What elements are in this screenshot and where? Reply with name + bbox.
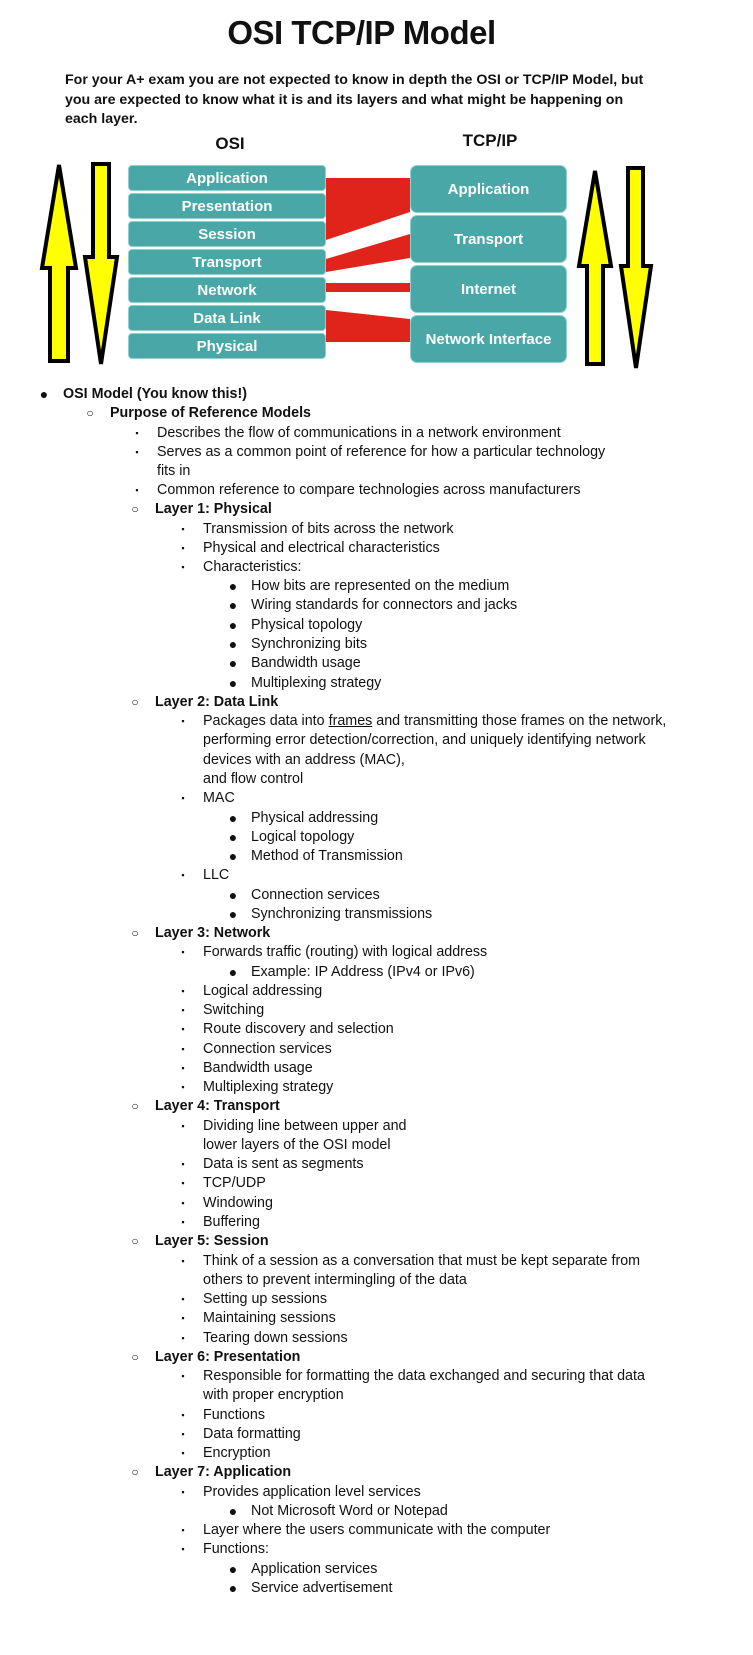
- bullet-circle-icon: ○: [131, 1234, 139, 1248]
- bullet-square-icon: ▪: [135, 446, 139, 457]
- bullet-square-icon: ▪: [181, 1120, 185, 1131]
- item-text: Data formatting: [203, 1425, 301, 1442]
- item-text: Synchronizing transmissions: [251, 905, 433, 922]
- item-text: [203, 712, 666, 732]
- tcpip-layer-application: Application: [410, 165, 567, 213]
- osi-model-heading: OSI Model (You know this!): [63, 386, 247, 402]
- item-text: Forwards traffic (routing) with logical address: [203, 944, 488, 960]
- bullet-square-icon: ▪: [181, 1005, 185, 1015]
- connector-internet: [326, 283, 410, 292]
- bullet-circle-icon: ○: [131, 1099, 139, 1113]
- layer1-heading: Layer 1: Physical: [155, 501, 272, 517]
- bullet-square-icon: ▪: [181, 947, 185, 957]
- bullet-dot-icon: ●: [228, 578, 238, 594]
- osi-layer-session: Session: [128, 221, 326, 247]
- item-text: TCP/UDP: [203, 1175, 266, 1191]
- bullet-square-icon: ▪: [181, 1332, 185, 1343]
- connector-transport: [326, 234, 410, 272]
- item-text: Serves as a common point of reference for how a particular technology: [157, 443, 606, 460]
- frames-underlined: frames: [328, 713, 373, 729]
- item-text: Functions:: [203, 1541, 269, 1557]
- item-text: Setting up sessions: [203, 1291, 327, 1307]
- item-text: Multiplexing strategy: [251, 674, 382, 691]
- down-arrow-icon: [85, 164, 117, 364]
- osi-column-heading: OSI: [215, 134, 245, 153]
- item-text: Method of Transmission: [251, 848, 403, 864]
- item-text: Maintaining sessions: [203, 1310, 336, 1326]
- osi-tcpip-diagram: [0, 0, 753, 380]
- tcpip-layer-transport: Transport: [410, 215, 567, 263]
- item-text: Describes the flow of communications in a network environment: [157, 424, 561, 441]
- item-text: MAC: [203, 790, 235, 806]
- bullet-dot-icon: ●: [228, 1580, 238, 1596]
- bullet-circle-icon: ○: [131, 1349, 139, 1364]
- bullet-square-icon: ▪: [181, 1024, 185, 1034]
- item-text: devices with an address (MAC),: [203, 751, 405, 768]
- bullet-square-icon: ▪: [181, 1062, 185, 1073]
- item-text: Buffering: [203, 1214, 260, 1230]
- purpose-heading: Purpose of Reference Models: [110, 405, 312, 421]
- up-arrow-icon: [42, 165, 76, 361]
- diagram-graphics: [0, 0, 753, 380]
- bullet-square-icon: ▪: [181, 542, 185, 553]
- item-text: Multiplexing strategy: [203, 1079, 334, 1095]
- item-text: Tearing down sessions: [203, 1329, 348, 1346]
- bullet-dot-icon: ●: [228, 828, 238, 845]
- item-text: with proper encryption: [203, 1387, 344, 1403]
- item-text: Provides application level services: [203, 1483, 421, 1500]
- tcpip-layer-internet: Internet: [410, 265, 567, 313]
- item-text: Connection services: [203, 1040, 332, 1057]
- bullet-square-icon: ▪: [181, 1082, 185, 1092]
- bullet-square-icon: ▪: [181, 1294, 185, 1304]
- tcpip-layer-network-interface: Network Interface: [410, 315, 567, 363]
- osi-layer-network: Network: [128, 277, 326, 303]
- layer4-heading: Layer 4: Transport: [155, 1098, 280, 1114]
- item-text: How bits are represented on the medium: [251, 578, 510, 594]
- item-text: Connection services: [251, 886, 380, 903]
- layer6-heading: Layer 6: Presentation: [155, 1348, 301, 1365]
- bullet-square-icon: ▪: [135, 427, 139, 438]
- bullet-square-icon: ▪: [181, 793, 185, 803]
- bullet-dot-icon: ●: [228, 886, 238, 903]
- bullet-dot-icon: ●: [228, 963, 238, 980]
- item-text: Logical topology: [251, 828, 355, 845]
- item-text: Wiring standards for connectors and jacks: [251, 597, 518, 613]
- item-text: Route discovery and selection: [203, 1021, 394, 1037]
- osi-layer-data-link: Data Link: [128, 305, 326, 331]
- bullet-square-icon: ▪: [181, 1428, 185, 1439]
- down-arrow-icon: [621, 168, 651, 368]
- item-text: LLC: [203, 867, 230, 883]
- text-run: Packages data into: [203, 713, 329, 729]
- bullet-circle-icon: ○: [86, 406, 94, 420]
- item-text: Bandwidth usage: [251, 655, 361, 671]
- bullet-dot-icon: ●: [228, 1502, 238, 1519]
- item-text: Think of a session as a conversation that must be kept separate from: [203, 1252, 641, 1269]
- bullet-square-icon: ▪: [181, 523, 185, 534]
- layer5-heading: Layer 5: Session: [155, 1233, 269, 1249]
- bullet-square-icon: ▪: [181, 561, 185, 572]
- bullet-circle-icon: ○: [131, 694, 139, 709]
- bullet-dot-icon: ●: [228, 597, 238, 613]
- bullet-square-icon: ▪: [181, 1255, 185, 1266]
- connector-application: [326, 178, 410, 240]
- item-text: Responsible for formatting the data exchanged and securing that data: [203, 1368, 645, 1384]
- bullet-square-icon: ▪: [181, 1043, 185, 1054]
- bullet-dot-icon: ●: [228, 905, 238, 922]
- item-text: performing error detection/correction, and uniquely identifying network: [203, 732, 646, 748]
- layer7-heading: Layer 7: Application: [155, 1464, 292, 1480]
- item-text: Bandwidth usage: [203, 1059, 313, 1076]
- bullet-circle-icon: ○: [131, 1465, 139, 1479]
- bullet-square-icon: ▪: [181, 1178, 185, 1188]
- osi-layer-transport: Transport: [128, 249, 326, 275]
- bullet-square-icon: ▪: [181, 870, 185, 880]
- intro-paragraph: For your A+ exam you are not expected to know in depth the OSI or TCP/IP Model, but you are expected to know what it is and its layers and what might be happening on each layer.: [65, 72, 644, 127]
- bullet-square-icon: ▪: [181, 985, 185, 996]
- bullet-square-icon: ▪: [181, 1448, 185, 1458]
- bullet-dot-icon: ●: [228, 809, 238, 826]
- item-text: Logical addressing: [203, 982, 323, 999]
- bullet-square-icon: ▪: [181, 716, 185, 726]
- text-run: and transmitting those frames on the network,: [372, 713, 667, 729]
- item-text: Switching: [203, 1002, 265, 1018]
- bullet-square-icon: ▪: [181, 1217, 185, 1227]
- bullet-square-icon: ▪: [181, 1313, 185, 1323]
- tcpip-column-heading: TCP/IP: [462, 131, 518, 150]
- item-text: Physical topology: [251, 616, 363, 633]
- item-text: Physical addressing: [251, 809, 379, 826]
- item-text: Transmission of bits across the network: [203, 520, 454, 537]
- item-text: Data is sent as segments: [203, 1156, 364, 1172]
- item-text: fits in: [157, 462, 191, 479]
- item-text: Service advertisement: [251, 1580, 393, 1596]
- connector-network-interface: [326, 310, 410, 342]
- item-text: Layer where the users communicate with the computer: [203, 1522, 551, 1538]
- bullet-circle-icon: ○: [131, 502, 139, 516]
- page-title-text: OSI TCP/IP Model: [227, 14, 496, 51]
- item-text: Physical and electrical characteristics: [203, 539, 440, 556]
- up-arrow-icon: [579, 171, 611, 364]
- bullet-dot-icon: ●: [228, 674, 238, 691]
- bullet-dot-icon: ●: [228, 636, 238, 652]
- item-text: Windowing: [203, 1194, 273, 1211]
- bullet-dot-icon: ●: [228, 616, 238, 633]
- bullet-square-icon: ▪: [181, 1486, 185, 1497]
- item-text: Application services: [251, 1560, 378, 1577]
- bullet-dot-icon: ●: [228, 848, 238, 864]
- item-text: Not Microsoft Word or Notepad: [251, 1502, 448, 1519]
- osi-layer-presentation: Presentation: [128, 193, 326, 219]
- bullet-circle-icon: ○: [131, 926, 139, 940]
- layer3-heading: Layer 3: Network: [155, 925, 271, 941]
- item-text: Functions: [203, 1406, 265, 1423]
- item-text: Encryption: [203, 1445, 271, 1461]
- item-text: Dividing line between upper and: [203, 1117, 407, 1134]
- item-text: Common reference to compare technologies across manufacturers: [157, 482, 581, 498]
- item-text: Example: IP Address (IPv4 or IPv6): [251, 963, 475, 980]
- osi-layer-application: Application: [128, 165, 326, 191]
- bullet-square-icon: ▪: [181, 1197, 185, 1208]
- bullet-square-icon: ▪: [181, 1409, 185, 1420]
- item-text: lower layers of the OSI model: [203, 1136, 391, 1153]
- bullet-square-icon: ▪: [181, 1159, 185, 1169]
- item-text: others to prevent intermingling of the data: [203, 1271, 467, 1288]
- bullet-square-icon: ▪: [135, 485, 139, 495]
- bullet-square-icon: ▪: [181, 1371, 185, 1381]
- item-text: Synchronizing bits: [251, 636, 368, 652]
- item-text: and flow control: [203, 771, 304, 787]
- bullet-dot-icon: ●: [228, 655, 238, 671]
- bullet-disc-icon: ●: [39, 386, 49, 402]
- osi-layer-physical: Physical: [128, 333, 326, 359]
- bullet-square-icon: ▪: [181, 1544, 185, 1554]
- bullet-square-icon: ▪: [181, 1525, 185, 1535]
- item-text: Characteristics:: [203, 558, 302, 575]
- layer2-heading: Layer 2: Data Link: [155, 693, 279, 710]
- bullet-dot-icon: ●: [228, 1560, 238, 1577]
